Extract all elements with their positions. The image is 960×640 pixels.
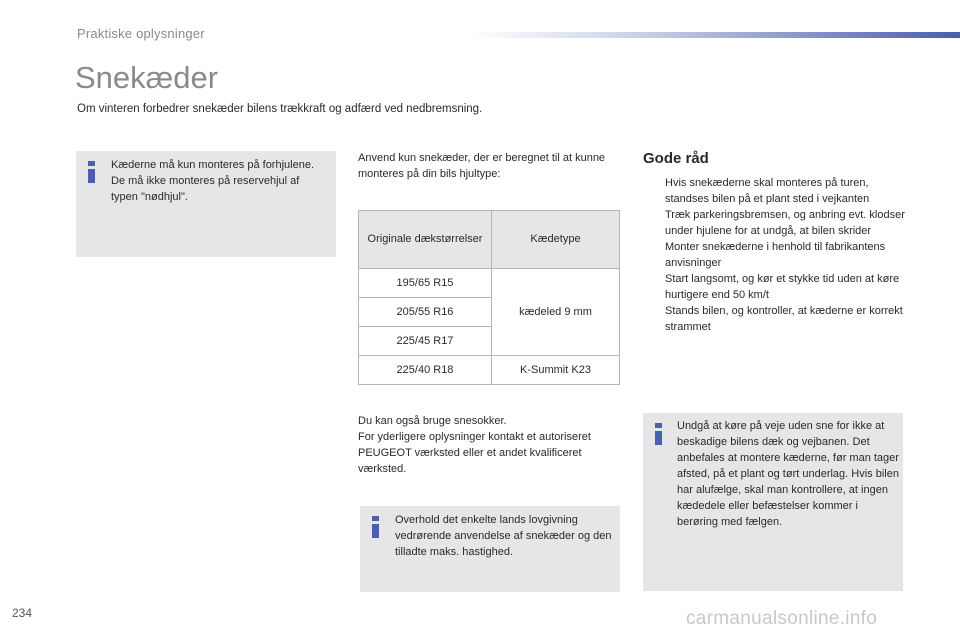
chain-type-cell: K-Summit K23 bbox=[492, 356, 620, 385]
tip-text: Monter snekæderne i henhold til fabrikantens anvisninger bbox=[665, 241, 886, 269]
tips-title: Gode råd bbox=[643, 150, 709, 167]
tire-size-cell: 225/45 R17 bbox=[359, 327, 492, 356]
tire-size-cell: 205/55 R16 bbox=[359, 298, 492, 327]
note-front-wheels bbox=[76, 151, 336, 257]
note-legislation bbox=[360, 506, 620, 592]
note-front-wheels-text: Kæderne må kun monteres på forhjulene. De må ikke monteres på reservehjul af typen "nødhjul". bbox=[111, 159, 315, 203]
info-icon bbox=[655, 423, 664, 445]
watermark: carmanualsonline.info bbox=[686, 608, 878, 629]
tip-text: Træk parkeringsbremsen, og anbring evt. klodser under hjulene for at undgå, at bilen skrider bbox=[665, 209, 905, 237]
tire-chain-table bbox=[358, 210, 620, 385]
info-icon bbox=[88, 161, 97, 183]
info-icon bbox=[372, 516, 381, 538]
intro-text: Om vinteren forbedrer snekæder bilens trækkraft og adfærd ved nedbremsning. bbox=[77, 103, 483, 115]
table-header-chain: Kædetype bbox=[492, 211, 620, 269]
table-row bbox=[359, 269, 620, 298]
tip-text: Hvis snekæderne skal monteres på turen, standses bilen på et plant sted i vejkanten bbox=[665, 177, 870, 205]
page-number: 234 bbox=[12, 606, 33, 620]
snow-socks-text: Du kan også bruge snesokker. For yderligere oplysninger kontakt et autoriseret PEUGEOT værksted eller et andet kvalificeret værksted. bbox=[358, 415, 591, 475]
chain-type-cell: kædeled 9 mm bbox=[492, 269, 620, 356]
section-label: Praktiske oplysninger bbox=[77, 26, 205, 41]
note-no-snow bbox=[643, 413, 903, 591]
list-item bbox=[643, 207, 905, 239]
list-item bbox=[643, 303, 905, 335]
table-intro-text: Anvend kun snekæder, der er beregnet til at kunne monteres på din bils hjultype: bbox=[358, 152, 606, 180]
header-gradient-bar bbox=[470, 32, 960, 38]
tire-size-cell: 195/65 R15 bbox=[359, 269, 492, 298]
tips-list bbox=[643, 175, 905, 335]
list-item bbox=[643, 239, 905, 271]
tip-text: Start langsomt, og kør et stykke tid uden at køre hurtigere end 50 km/t bbox=[665, 273, 900, 301]
note-no-snow-text: Undgå at køre på veje uden sne for ikke at beskadige bilens dæk og vejbanen. Det anbefales at montere kæderne, før man tager afsted, på et plant og tørt underlag. Hvis bilen har alufælge, skal man kontrollere, at ingen kædedele eller befæstelser kommer i berøring med fælgen. bbox=[677, 420, 899, 528]
note-legislation-text: Overhold det enkelte lands lovgivning vedrørende anvendelse af snekæder og den tilladte maks. hastighed. bbox=[395, 514, 612, 558]
table-row bbox=[359, 356, 620, 385]
table-header-size: Originale dækstørrelser bbox=[359, 211, 492, 269]
table-header-row bbox=[359, 211, 620, 269]
tire-size-cell: 225/40 R18 bbox=[359, 356, 492, 385]
list-item bbox=[643, 175, 905, 207]
list-item bbox=[643, 271, 905, 303]
tip-text: Stands bilen, og kontroller, at kæderne er korrekt strammet bbox=[665, 305, 903, 333]
page-title: Snekæder bbox=[75, 60, 219, 95]
